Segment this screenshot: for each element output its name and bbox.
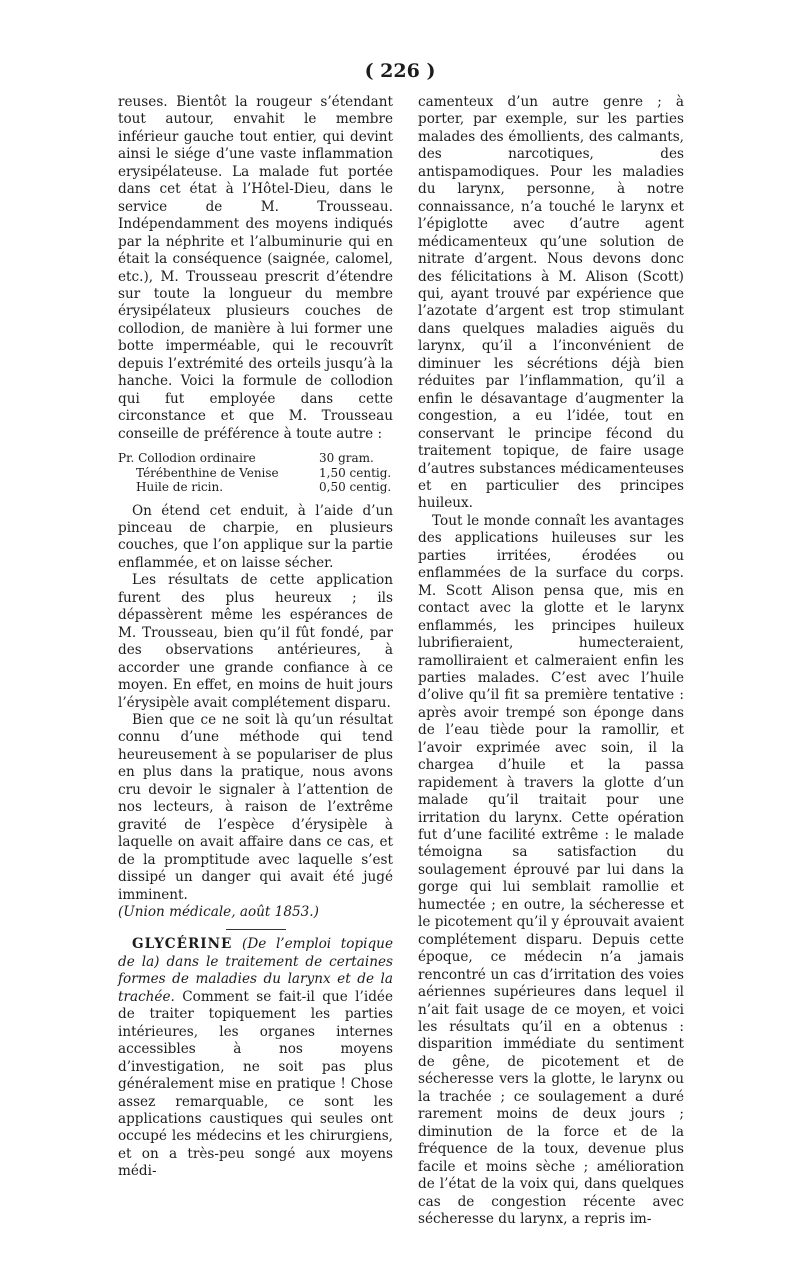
paragraph: reuses. Bientôt la rougeur s’étendant tout autour, envahit le membre inférieur gauche tout entier, qui devint ainsi le siége d’une vaste inflammation erysipélateuse. La malade fut portée dans cet état à l’Hôtel-Dieu, dans le service de M. Trousseau. Indépendamment des moyens indiqués par la néphrite et l’albuminurie qui en était la conséquence (saignée, calomel, etc.), M. Trousseau prescrit d’étendre sur toute la longueur du membre érysipélateux plusieurs couches de collodion, de manière à lui former une botte imperméable, qui le recouvrît depuis l’extrémité des orteils jusqu’à la hanche. Voici la formule de collodion qui fut employée dans cette circonstance et que M. Trousseau conseille de préférence à toute autre : [118,94,393,442]
page-number: ( 226 ) [364,60,436,82]
recipe-ingredient: Térébenthine de Venise [136,465,279,480]
recipe-ingredient: Huile de ricin. [136,480,224,495]
paragraph: Bien que ce ne soit là qu’un résultat connu d’une méthode qui tend heureusement à se populariser de plus en plus dans la pratique, nous avons cru devoir le signaler à l’attention de nos lecteurs, à raison de l’extrême gravité de l’espèce d’érysipèle à laquelle on avait affaire dans ce cas, et de la promptitude avec laquelle s’est dissipé un danger qui avait été jugé imminent. [118,712,393,903]
recipe-row [118,480,393,495]
article-body: Comment se fait-il que l’idée de traiter topiquement les parties intérieures, les organes internes accessibles à nos moyens d’investigation, ne soit pas plus généralement mise en pratique ! Chose assez remarquable, ce sont les applications caustiques qui seules ont occupé les médecins et les chirurgiens, et on a très-peu songé aux moyens médi- [118,988,393,1180]
article-subtitle: (De l’emploi topique de la) dans le traitement de certaines formes de maladies du larynx et de la trachée. [118,936,393,1005]
recipe-ingredient: Pr. Collodion ordinaire [118,451,256,466]
recipe-quantity: 30 gram. [319,451,374,466]
article-title: GLYCÉRINE [132,936,233,953]
paragraph: camenteux d’un autre genre ; à porter, par exemple, sur les parties malades des émollients, des calmants, des narcotiques, des antispamodiques. Pour les maladies du larynx, personne, à notre connaissance, n’a touché le larynx et l’épiglotte avec d’autre agent médicamenteux qu’une solution de nitrate d’argent. Nous devons donc des félicitations à M. Alison (Scott) qui, ayant trouvé par expérience que l’azotate d’argent est trop stimulant dans quelques maladies aiguës du larynx, qu’il a l’inconvénient de diminuer les sécrétions déjà bien réduites par l’inflammation, qu’il a enfin le désavantage d’augmenter la congestion, a eu l’idée, tout en conservant le principe fécond du traitement topique, de faire usage d’autres substances médicamenteuses et en particulier des principes huileux. [418,94,684,512]
recipe-quantity: 1,50 centig. [319,465,392,480]
collodion-recipe [118,451,393,495]
citation-text: (Union médicale, août 1853.) [118,903,319,920]
left-column [118,94,393,1181]
right-column [418,94,684,1228]
section-divider [226,929,286,930]
source-citation [118,904,393,921]
recipe-row [118,466,393,481]
paragraph: On étend cet enduit, à l’aide d’un pinceau de charpie, en plusieurs couches, que l’on applique sur la partie enflammée, et on laisse sécher. [118,502,393,571]
recipe-row [118,451,393,466]
recipe-quantity: 0,50 centig. [319,480,392,495]
paragraph: Les résultats de cette application furent des plus heureux ; ils dépassèrent même les espérances de M. Trousseau, bien qu’il fût fondé, par des observations antérieures, à accorder une grande confiance à ce moyen. En effet, en moins de huit jours l’érysipèle avait complétement disparu. [118,572,393,711]
paragraph: Tout le monde connaît les avantages des applications huileuses sur les parties irritées, érodées ou enflammées de la surface du corps. M. Scott Alison pensa que, mis en contact avec la glotte et le larynx enflammés, les principes huileux lubrifieraient, humecteraient, ramolliraient et calmeraient enfin les parties malades. C’est avec l’huile d’olive qu’il fit sa première tentative : après avoir trempé son éponge dans de l’eau tiède pour la ramollir, et l’avoir exprimée avec soin, il la chargea d’huile et la passa rapidement à travers la glotte d’un malade qu’il traitait pour une irritation du larynx. Cette opération fut d’une facilité extrême : le malade témoigna sa satisfaction du soulagement éprouvé par lui dans la gorge qui lui semblait ramollie et humectée ; en outre, la sécheresse et le picotement qu’il y éprouvait avaient complétement disparu. Depuis cette époque, ce médecin n’a jamais rencontré un cas d’irritation des voies aériennes supérieures dans lequel il n’ait fait usage de ce moyen, et voici les résultats qu’il en a obtenus : disparition immédiate du sentiment de gêne, de picotement et de sécheresse vers la glotte, le larynx ou la trachée ; ce soulagement a duré rarement moins de deux jours ; diminution de la force et de la fréquence de la toux, devenue plus facile et moins sèche ; amélioration de l’état de la voix qui, dans quelques cas de congestion récente avec sécheresse du larynx, a repris im- [418,512,684,1227]
glycerine-article [118,936,393,1180]
